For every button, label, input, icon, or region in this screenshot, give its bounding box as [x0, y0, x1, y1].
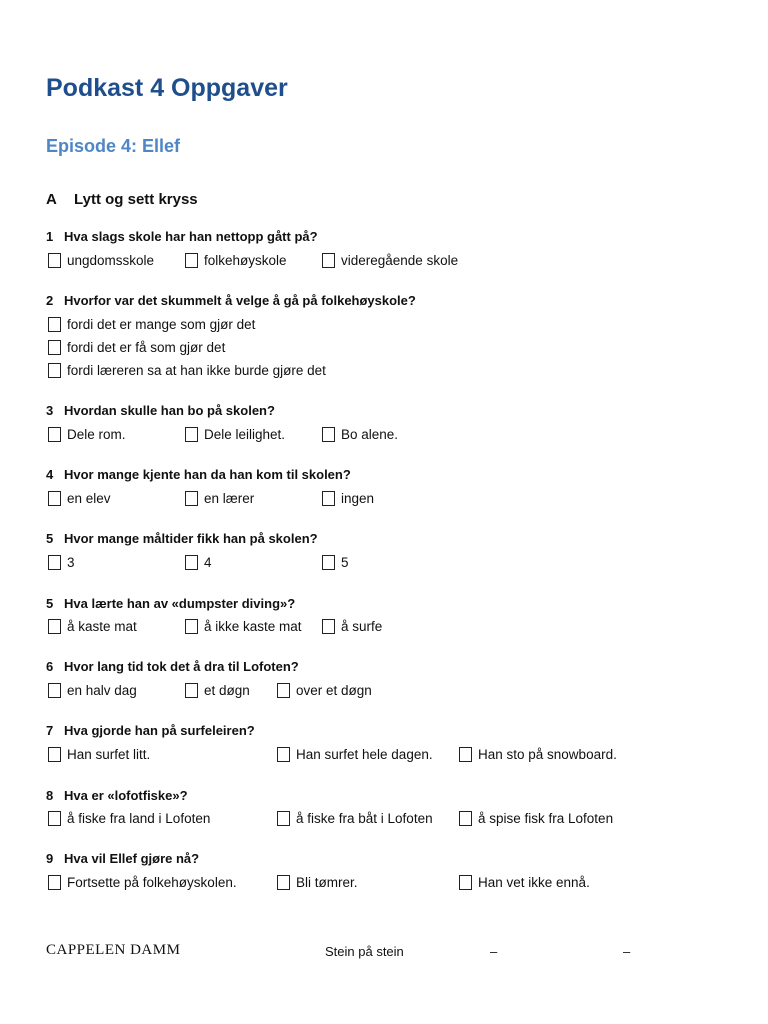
checkbox[interactable] — [48, 491, 61, 506]
question-8: 8 Hva er «lofotfiske»? — [46, 788, 188, 803]
option[interactable] — [48, 552, 75, 572]
checkbox[interactable] — [185, 683, 198, 698]
question-text: Hva er «lofotfiske»? — [64, 788, 188, 803]
option[interactable] — [48, 488, 111, 508]
question-text: Hvordan skulle han bo på skolen? — [64, 403, 275, 418]
option-label: å kaste mat — [67, 618, 137, 634]
option-label: å fiske fra land i Lofoten — [67, 810, 211, 826]
option-label: Dele leilighet. — [204, 426, 286, 442]
option[interactable] — [322, 424, 398, 444]
question-3: 3 Hvordan skulle han bo på skolen? — [46, 403, 275, 418]
option[interactable] — [277, 808, 433, 828]
option[interactable] — [322, 488, 374, 508]
option-label: 4 — [204, 554, 212, 570]
checkbox[interactable] — [48, 427, 61, 442]
question-1: 1 Hva slags skole har han nettopp gått på? — [46, 229, 318, 244]
checkbox[interactable] — [185, 253, 198, 268]
option-label: å fiske fra båt i Lofoten — [296, 810, 433, 826]
checkbox[interactable] — [459, 875, 472, 890]
checkbox[interactable] — [48, 875, 61, 890]
option-label: Han surfet litt. — [67, 746, 151, 762]
question-4: 4 Hvor mange kjente han da han kom til skolen? — [46, 467, 351, 482]
publisher-logo: CAPPELEN DAMM — [46, 942, 181, 958]
option[interactable] — [322, 552, 349, 572]
option-label: Bo alene. — [341, 426, 399, 442]
checkbox[interactable] — [459, 811, 472, 826]
checkbox[interactable] — [277, 811, 290, 826]
question-text: Hva gjorde han på surfeleiren? — [64, 723, 255, 738]
option[interactable] — [48, 808, 210, 828]
option-label: å ikke kaste mat — [204, 618, 302, 634]
question-text: Hva lærte han av «dumpster diving»? — [64, 596, 296, 611]
option[interactable] — [459, 872, 590, 892]
option-label: Dele rom. — [67, 426, 126, 442]
option-label: å spise fisk fra Lofoten — [478, 810, 614, 826]
option[interactable] — [48, 872, 237, 892]
question-7: 7 Hva gjorde han på surfeleiren? — [46, 723, 255, 738]
option-label: en elev — [67, 490, 111, 506]
checkbox[interactable] — [48, 747, 61, 762]
option[interactable] — [277, 680, 372, 700]
option[interactable] — [185, 250, 287, 270]
option-label: Han vet ikke ennå. — [478, 874, 590, 890]
option-label: fordi det er mange som gjør det — [67, 316, 256, 332]
question-5b: 5 Hva lærte han av «dumpster diving»? — [46, 596, 296, 611]
option[interactable] — [185, 552, 212, 572]
option-label: folkehøyskole — [204, 252, 287, 268]
option[interactable] — [185, 488, 254, 508]
option[interactable] — [459, 808, 613, 828]
section-letter: A — [46, 191, 57, 208]
option[interactable] — [48, 250, 154, 270]
checkbox[interactable] — [48, 683, 61, 698]
option[interactable] — [185, 424, 285, 444]
option-label: 5 — [341, 554, 349, 570]
checkbox[interactable] — [185, 491, 198, 506]
option-label: en halv dag — [67, 682, 137, 698]
option-label: 3 — [67, 554, 75, 570]
checkbox[interactable] — [48, 363, 61, 378]
option-label: Han surfet hele dagen. — [296, 746, 433, 762]
option[interactable] — [48, 360, 326, 380]
option-label: Fortsette på folkehøyskolen. — [67, 874, 237, 890]
checkbox[interactable] — [48, 555, 61, 570]
checkbox[interactable] — [322, 619, 335, 634]
footer-dash: – — [490, 944, 498, 959]
option[interactable] — [48, 424, 126, 444]
checkbox[interactable] — [277, 747, 290, 762]
question-text: Hvor lang tid tok det å dra til Lofoten? — [64, 659, 299, 674]
checkbox[interactable] — [48, 253, 61, 268]
checkbox[interactable] — [459, 747, 472, 762]
question-9: 9 Hva vil Ellef gjøre nå? — [46, 851, 200, 866]
episode-subtitle: Episode 4: Ellef — [46, 136, 181, 156]
question-text: Hva vil Ellef gjøre nå? — [64, 851, 200, 866]
option-label: Bli tømrer. — [296, 874, 358, 890]
checkbox[interactable] — [185, 619, 198, 634]
footer-book-title: Stein på stein — [325, 944, 404, 959]
footer-dash: – — [623, 944, 631, 959]
checkbox[interactable] — [322, 427, 335, 442]
checkbox[interactable] — [48, 317, 61, 332]
option-label: ingen — [341, 490, 375, 506]
section-heading — [46, 191, 198, 208]
option-label: ungdomsskole — [67, 252, 155, 268]
checkbox[interactable] — [322, 491, 335, 506]
question-text: Hvor mange måltider fikk han på skolen? — [64, 531, 318, 546]
section-label: Lytt og sett kryss — [74, 191, 198, 208]
option[interactable] — [185, 680, 250, 700]
option-label: fordi det er få som gjør det — [67, 339, 226, 355]
question-5: 5 Hvor mange måltider fikk han på skolen? — [46, 531, 318, 546]
option[interactable] — [459, 744, 617, 764]
option-label: en lærer — [204, 490, 255, 506]
option[interactable] — [48, 337, 225, 357]
question-2: 2 Hvorfor var det skummelt å velge å gå på folkehøyskole? — [46, 293, 416, 308]
option[interactable] — [277, 744, 433, 764]
option[interactable] — [322, 250, 458, 270]
question-text: Hvor mange kjente han da han kom til skolen? — [64, 467, 351, 482]
checkbox[interactable] — [48, 811, 61, 826]
option[interactable] — [277, 872, 358, 892]
checkbox[interactable] — [185, 555, 198, 570]
option-label: fordi læreren sa at han ikke burde gjøre det — [67, 362, 326, 378]
checkbox[interactable] — [322, 555, 335, 570]
checkbox[interactable] — [277, 875, 290, 890]
option-label: over et døgn — [296, 682, 372, 698]
option[interactable] — [322, 616, 382, 636]
checkbox[interactable] — [48, 619, 61, 634]
option[interactable] — [48, 616, 137, 636]
checkbox[interactable] — [185, 427, 198, 442]
question-6: 6 Hvor lang tid tok det å dra til Lofoten? — [46, 659, 299, 674]
question-text: Hvorfor var det skummelt å velge å gå på folkehøyskole? — [64, 293, 416, 308]
option[interactable] — [185, 616, 302, 636]
page-title: Podkast 4 Oppgaver — [46, 74, 288, 102]
checkbox[interactable] — [48, 340, 61, 355]
question-text: Hva slags skole har han nettopp gått på? — [64, 229, 318, 244]
option[interactable] — [48, 314, 255, 334]
option-label: videregående skole — [341, 252, 459, 268]
option[interactable] — [48, 680, 137, 700]
option-label: et døgn — [204, 682, 250, 698]
checkbox[interactable] — [322, 253, 335, 268]
option-label: å surfe — [341, 618, 383, 634]
checkbox[interactable] — [277, 683, 290, 698]
option-label: Han sto på snowboard. — [478, 746, 617, 762]
option[interactable] — [48, 744, 150, 764]
